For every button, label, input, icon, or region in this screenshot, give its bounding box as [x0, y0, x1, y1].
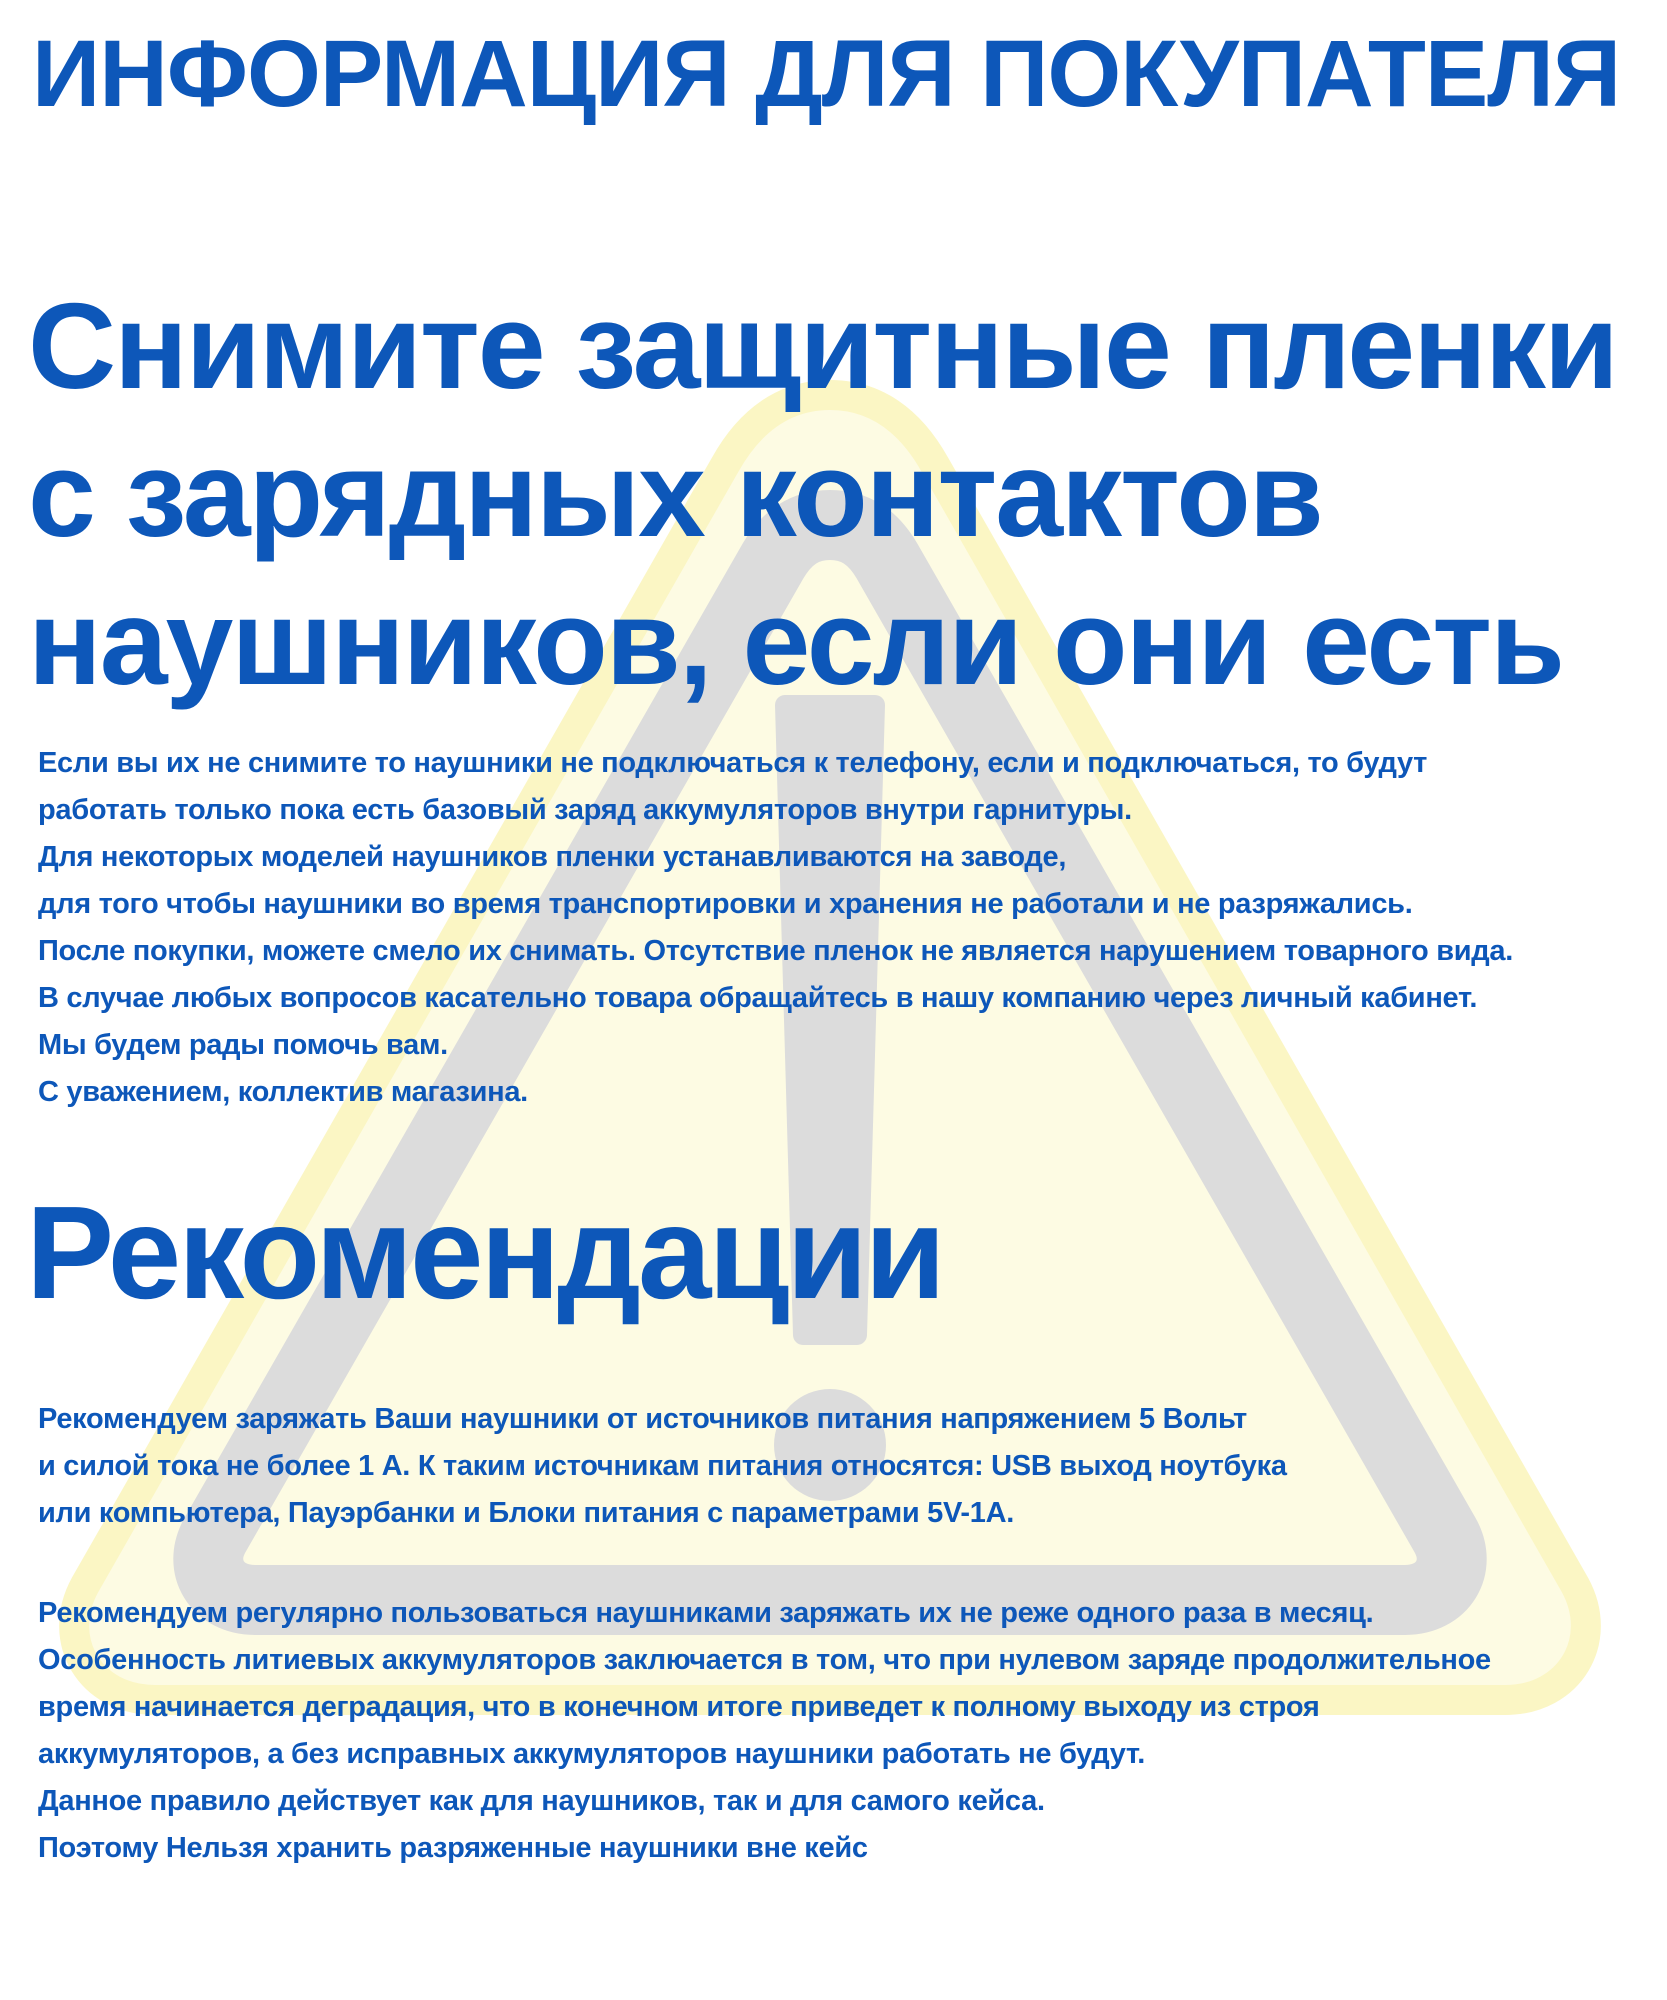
recommendation-line: Поэтому Нельзя хранить разряженные наушники вне кейс: [38, 1832, 868, 1864]
page-title: ИНФОРМАЦИЯ ДЛЯ ПОКУПАТЕЛЯ: [32, 21, 1621, 127]
recommendation-paragraph-charging: [38, 1396, 1287, 1537]
notice-paragraph: [38, 740, 1513, 1116]
headline: [28, 272, 1617, 716]
notice-line: Если вы их не снимите то наушники не подключаться к телефону, если и подключаться, то будут: [38, 747, 1428, 779]
recommendation-line: Рекомендуем регулярно пользоваться наушниками заряжать их не реже одного раза в месяц.: [38, 1597, 1374, 1629]
notice-line: С уважением, коллектив магазина.: [38, 1076, 528, 1108]
recommendation-line: аккумуляторов, а без исправных аккумуляторов наушники работать не будут.: [38, 1738, 1146, 1770]
recommendation-line: время начинается деградация, что в конечном итоге приведет к полному выходу из строя: [38, 1691, 1320, 1723]
recommendations-title: Рекомендации: [26, 1179, 943, 1326]
recommendation-paragraph-storage: [38, 1590, 1491, 1872]
notice-line: для того чтобы наушники во время транспортировки и хранения не работали и не разряжались.: [38, 888, 1413, 920]
headline-line: Снимите защитные пленки: [28, 278, 1617, 414]
notice-line: В случае любых вопросов касательно товара обращайтесь в нашу компанию через личный кабинет.: [38, 982, 1478, 1014]
headline-line: наушников, если они есть: [28, 574, 1563, 710]
notice-line: работать только пока есть базовый заряд аккумуляторов внутри гарнитуры.: [38, 794, 1132, 826]
recommendation-line: Рекомендуем заряжать Ваши наушники от источников питания напряжением 5 Вольт: [38, 1403, 1247, 1435]
notice-line: После покупки, можете смело их снимать. Отсутствие пленок не является нарушением товарного вида.: [38, 935, 1513, 967]
headline-line: с зарядных контактов: [28, 426, 1322, 562]
recommendation-line: Данное правило действует как для наушников, так и для самого кейса.: [38, 1785, 1045, 1817]
recommendation-line: Особенность литиевых аккумуляторов заключается в том, что при нулевом заряде продолжительное: [38, 1644, 1491, 1676]
notice-line: Для некоторых моделей наушников пленки устанавливаются на заводе,: [38, 841, 1067, 873]
recommendation-line: и силой тока не более 1 А. К таким источникам питания относятся: USB выход ноутбука: [38, 1450, 1287, 1482]
recommendation-line: или компьютера, Пауэрбанки и Блоки питания с параметрами 5V-1A.: [38, 1497, 1015, 1529]
notice-line: Мы будем рады помочь вам.: [38, 1029, 448, 1061]
